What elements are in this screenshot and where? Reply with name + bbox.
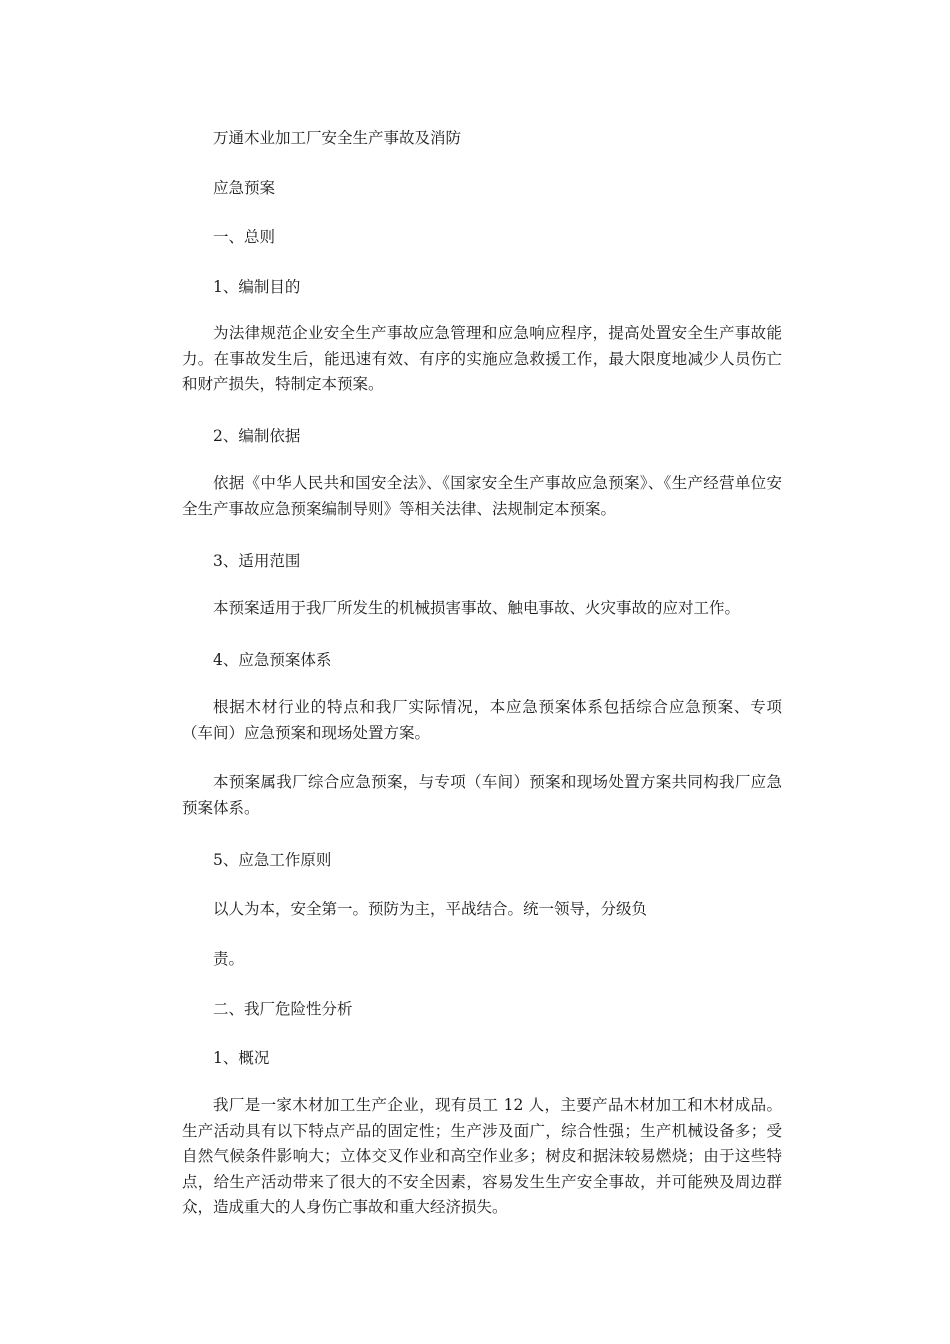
section1-item3-heading: 3、适用范围	[213, 552, 301, 570]
section1-item5-text-line2: 责。	[213, 950, 245, 968]
section1-item2-heading: 2、编制依据	[213, 427, 301, 445]
section1-heading: 一、总则	[213, 228, 276, 246]
section1-item3-paragraph: 本预案适用于我厂所发生的机械损害事故、触电事故、火灾事故的应对工作。	[213, 599, 741, 617]
section1-item4-paragraph-1: 根据木材行业的特点和我厂实际情况，本应急预案体系包括综合应急预案、专项（车间）应急预案和现场处置方案。	[182, 698, 782, 742]
section1-item1-paragraph: 为法律规范企业安全生产事故应急管理和应急响应程序，提高处置安全生产事故能力。在事故发生后，能迅速有效、有序的实施应急救援工作，最大限度地减少人员伤亡和财产损失，特制定本预案。	[182, 324, 782, 393]
section1-item4-paragraph-2: 本预案属我厂综合应急预案，与专项（车间）预案和现场处置方案共同构我厂应急预案体系。	[182, 773, 782, 817]
section2-item1-paragraph: 我厂是一家木材加工生产企业，现有员工 12 人，主要产品木材加工和木材成品。生产活动具有以下特点产品的固定性；生产涉及面广，综合性强；生产机械设备多；受自然气候条件影响大；立体交叉作业和高空作业多；树皮和据沫较易燃烧；由于这些特点，给生产活动带来了很大的不安全因素，容易发生生产安全事故，并可能殃及周边群众，造成重大的人身伤亡事故和重大经济损失。	[182, 1096, 782, 1216]
section1-item4-heading: 4、应急预案体系	[213, 651, 332, 669]
section1-item1-heading: 1、编制目的	[213, 278, 301, 296]
section1-item2-paragraph: 依据《中华人民共和国安全法》、《国家安全生产事故应急预案》、《生产经营单位安全生产事故应急预案编制导则》等相关法律、法规制定本预案。	[182, 474, 782, 518]
section2-heading: 二、我厂危险性分析	[213, 1000, 353, 1018]
section2-item1-heading: 1、概况	[213, 1049, 270, 1067]
section1-item5-text-line1: 以人为本，安全第一。预防为主，平战结合。统一领导，分级负	[213, 900, 648, 918]
document-title-line2: 应急预案	[213, 179, 276, 197]
section1-item5-heading: 5、应急工作原则	[213, 851, 332, 869]
document-title-line1: 万通木业加工厂安全生产事故及消防	[213, 129, 462, 147]
